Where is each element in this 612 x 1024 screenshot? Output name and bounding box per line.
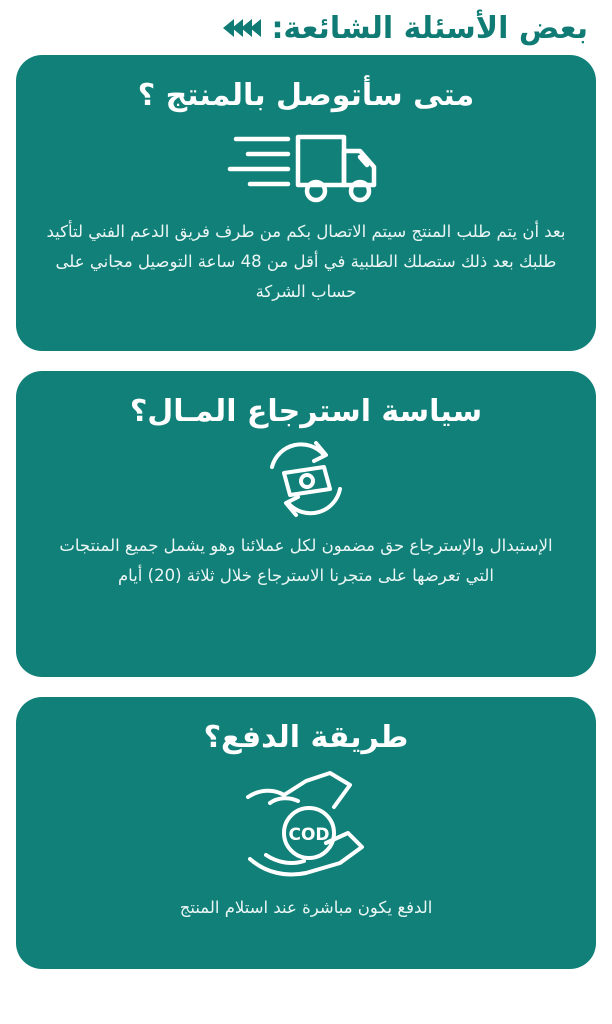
page-header bbox=[16, 0, 596, 55]
faq-card-refund-body: الإستبدال والإسترجاع حق مضمون لكل عملائنا وهو يشمل جميع المنتجات التي تعرضها على متجرنا الاسترجاع خلال ثلاثة (20) أيام bbox=[59, 536, 553, 586]
faq-card-payment-title: طريقة الدفع؟ bbox=[203, 720, 409, 755]
faq-card-delivery-title: متى سأتوصل بالمنتج ؟ bbox=[137, 78, 475, 113]
money-back-arrows-icon bbox=[42, 437, 570, 521]
faq-card-refund bbox=[16, 371, 596, 677]
cash-on-delivery-hand-icon bbox=[42, 763, 570, 883]
double-chevron-left-icon bbox=[226, 19, 261, 37]
faq-card-refund-title: سياسة استرجاع المـال؟ bbox=[129, 394, 483, 429]
faq-card-payment-body: الدفع يكون مباشرة عند استلام المنتج bbox=[179, 898, 433, 918]
faq-card-payment bbox=[16, 697, 596, 969]
page-title: بعض الأسئلة الشائعة: bbox=[271, 11, 588, 46]
delivery-truck-icon bbox=[42, 121, 570, 207]
faq-card-delivery bbox=[16, 55, 596, 351]
faq-card-delivery-body: بعد أن يتم طلب المنتج سيتم الاتصال بكم من طرف فريق الدعم الفني لتأكيد طلبك بعد ذلك ستصلك الطلبية في أقل من 48 ساعة التوصيل مجاني على حساب الشركة bbox=[46, 222, 566, 302]
cod-label: COD bbox=[288, 825, 330, 846]
